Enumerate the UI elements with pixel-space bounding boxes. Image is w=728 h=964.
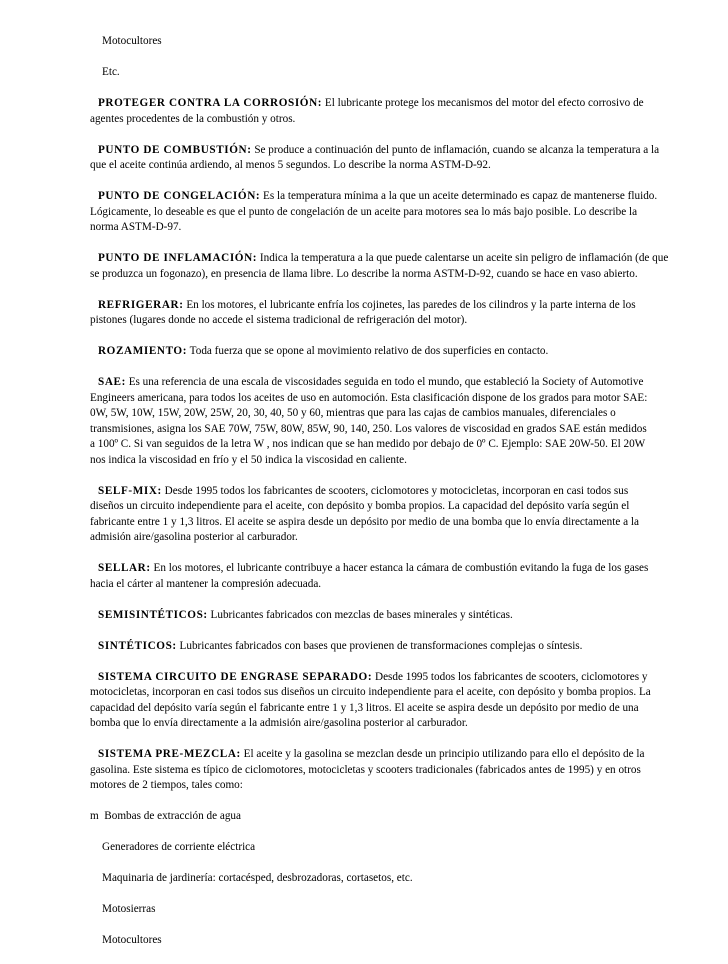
entry-line xyxy=(90,298,686,314)
entry-term: SEMISINTÉTICOS: xyxy=(98,608,208,621)
entry-text: capacidad del depósito varía según el fabricante entre 1 y 1,3 litros. El aceite se aspira desde un depósito por medio de una xyxy=(90,701,639,714)
entry-line xyxy=(90,499,686,515)
entry-line xyxy=(90,143,686,159)
entry-line xyxy=(90,375,686,391)
entry-line xyxy=(90,701,686,717)
entry-text: El aceite y la gasolina se mezclan desde un principio utilizando para ello el depósito de la xyxy=(240,748,645,760)
entry-line xyxy=(90,205,686,221)
entry-text: Es la temperatura mínima a la que un aceite determinado es capaz de mantenerse fluido. xyxy=(260,190,658,202)
entry-text: Lubricantes fabricados con mezclas de bases minerales y sintéticas. xyxy=(207,608,513,621)
entry-term: PROTEGER CONTRA LA CORROSIÓN: xyxy=(98,97,323,109)
entry-line xyxy=(90,670,686,686)
bullet-marker: m xyxy=(90,810,99,822)
entry-line xyxy=(90,391,686,407)
entry-term: SISTEMA CIRCUITO DE ENGRASE SEPARADO: xyxy=(98,670,373,683)
entry-text: bomba que lo envía directamente a la admisión aire/gasolina posterior al carburador. xyxy=(90,717,468,729)
entry-text: Desde 1995 todos los fabricantes de scooters, ciclomotores y xyxy=(372,670,648,683)
entry-line xyxy=(90,406,686,422)
entry-line xyxy=(90,267,686,283)
glossary-entry xyxy=(90,484,686,546)
entry-text: agentes procedentes de la combustión y otros. xyxy=(90,112,296,125)
entry-term: SELLAR: xyxy=(98,562,151,574)
entry-text: Desde 1995 todos los fabricantes de scooters, ciclomotores y motocicletas, incorporan en casi todos sus xyxy=(161,484,629,497)
document-page xyxy=(90,34,686,964)
entry-text: gasolina. Este sistema es típico de ciclomotores, motocicletas y scooters tradicionales (fabricados antes de 1995) y en otros xyxy=(90,763,641,776)
glossary-entry xyxy=(90,561,686,592)
entry-text: Toda fuerza que se opone al movimiento relativo de dos superficies en contacto. xyxy=(187,345,549,357)
entry-term: PUNTO DE COMBUSTIÓN: xyxy=(98,143,252,156)
entry-line xyxy=(90,763,686,779)
entry-term: SINTÉTICOS: xyxy=(98,639,177,652)
glossary-entry xyxy=(90,747,686,794)
entry-line xyxy=(90,484,686,500)
entry-line xyxy=(90,530,686,546)
entry-text: motores de 2 tiempos, tales como: xyxy=(90,779,243,791)
glossary-entry xyxy=(90,670,686,732)
entry-line xyxy=(90,608,686,624)
glossary-entry xyxy=(90,251,686,282)
entry-text: Engineers americana, para todos los aceites de uso en automoción. Esta clasificación dispone de los grados para motor SAE: xyxy=(90,391,648,404)
entry-term: SAE: xyxy=(98,376,126,388)
entry-line xyxy=(90,112,686,128)
entry-text: motocicletas, incorporan en casi todos sus diseños un circuito independiente para el aceite, con depósito y bomba propios. La xyxy=(90,686,651,698)
entry-text: Lógicamente, lo deseable es que el punto de congelación de un aceite para motores sea lo más bajo posible. Lo describe la xyxy=(90,205,638,218)
entry-line xyxy=(90,561,686,577)
entry-text: norma ASTM-D-97. xyxy=(90,221,182,233)
entry-line xyxy=(90,577,686,593)
entry-term: ROZAMIENTO: xyxy=(98,345,188,357)
glossary-entry xyxy=(90,375,686,468)
entry-line xyxy=(90,639,686,655)
entry-text: Se produce a continuación del punto de inflamación, cuando se alcanza la temperatura a la xyxy=(251,143,660,156)
entry-text: pistones (lugares donde no accede el sistema tradicional de refrigeración del motor). xyxy=(90,314,468,326)
list-item: Generadores de corriente eléctrica xyxy=(102,841,256,853)
entry-text: En los motores, el lubricante contribuye a hacer estanca la cámara de combustión evitando la fuga de los gases xyxy=(150,562,649,574)
entry-text: Es una referencia de una escala de viscosidades seguida en todo el mundo, que estableció la Society of Automotive xyxy=(125,376,644,388)
glossary-entry xyxy=(90,608,686,624)
entry-term: PUNTO DE INFLAMACIÓN: xyxy=(98,252,258,264)
list-item: Motocultores xyxy=(102,934,162,946)
entry-text: hacia el cárter al mantener la compresión adecuada. xyxy=(90,577,322,590)
entry-line xyxy=(90,747,686,763)
entry-term: SISTEMA PRE-MEZCLA: xyxy=(98,748,241,760)
entry-line xyxy=(90,313,686,329)
entry-text: que el aceite continúa ardiendo, al menos 5 segundos. Lo describe la norma ASTM-D-92. xyxy=(90,159,491,171)
list-item: Motocultores xyxy=(102,35,162,47)
entry-text: fabricante entre 1 y 1,3 litros. El aceite se aspira desde un depósito por medio de una bomba que lo envía directamente a la xyxy=(90,515,639,528)
entry-line xyxy=(90,189,686,205)
entry-text: a 100º C. Si van seguidos de la letra W , nos indican que se han medido por debajo de 0º C. Ejemplo: SAE 20W-50. El 20W xyxy=(90,438,646,450)
entry-line xyxy=(90,344,686,360)
entry-text: 0W, 5W, 10W, 15W, 20W, 25W, 20, 30, 40, 50 y 60, mientras que para las cajas de cambios manuales, diferenciales o xyxy=(90,407,616,419)
entry-text: nos indica la viscosidad en frío y el 50 indica la viscosidad en caliente. xyxy=(90,453,407,466)
glossary-entry xyxy=(90,344,686,360)
entry-text: admisión aire/gasolina posterior al carburador. xyxy=(90,531,298,543)
entry-line xyxy=(90,685,686,701)
glossary-entry xyxy=(90,96,686,127)
entry-line xyxy=(90,158,686,174)
entry-line xyxy=(90,778,686,794)
entry-line xyxy=(90,96,686,112)
list-item: Maquinaria de jardinería: cortacésped, desbrozadoras, cortasetos, etc. xyxy=(102,872,413,884)
entry-text: El lubricante protege los mecanismos del motor del efecto corrosivo de xyxy=(322,97,644,109)
entry-text: Lubricantes fabricados con bases que provienen de transformaciones complejas o síntesis. xyxy=(176,639,583,652)
entry-text: transmisiones, asigna los SAE 70W, 75W, 80W, 85W, 90, 140, 250. Los valores de viscosidad en grados SAE están medidos xyxy=(90,422,647,435)
list-item: Etc. xyxy=(102,66,120,78)
glossary-entry xyxy=(90,189,686,236)
list-item-text: Bombas de extracción de agua xyxy=(104,810,241,822)
entry-term: PUNTO DE CONGELACIÓN: xyxy=(98,190,261,202)
entry-line xyxy=(90,251,686,267)
glossary-entry xyxy=(90,639,686,655)
entry-term: REFRIGERAR: xyxy=(98,298,184,311)
entry-text: se produzca un fogonazo), en presencia de llama libre. Lo describe la norma ASTM-D-92, cuando se hace en vaso abierto. xyxy=(90,267,638,280)
glossary-entries xyxy=(90,96,686,794)
glossary-entry xyxy=(90,143,686,174)
entry-line xyxy=(90,515,686,531)
entry-text: Indica la temperatura a la que puede calentarse un aceite sin peligro de inflamación (de que xyxy=(257,252,669,264)
entry-line xyxy=(90,453,686,469)
entry-text: En los motores, el lubricante enfría los cojinetes, las paredes de los cilindros y la parte interna de los xyxy=(183,298,636,311)
entry-text: diseños un circuito independiente para el aceite, con depósito y bomba propios. La capacidad del depósito varía según el xyxy=(90,500,630,512)
entry-line xyxy=(90,437,686,453)
entry-line xyxy=(90,422,686,438)
list-item xyxy=(90,809,686,825)
entry-term: SELF-MIX: xyxy=(98,484,162,497)
glossary-entry xyxy=(90,298,686,329)
entry-line xyxy=(90,716,686,732)
entry-line xyxy=(90,220,686,236)
list-item: Motosierras xyxy=(102,903,156,915)
